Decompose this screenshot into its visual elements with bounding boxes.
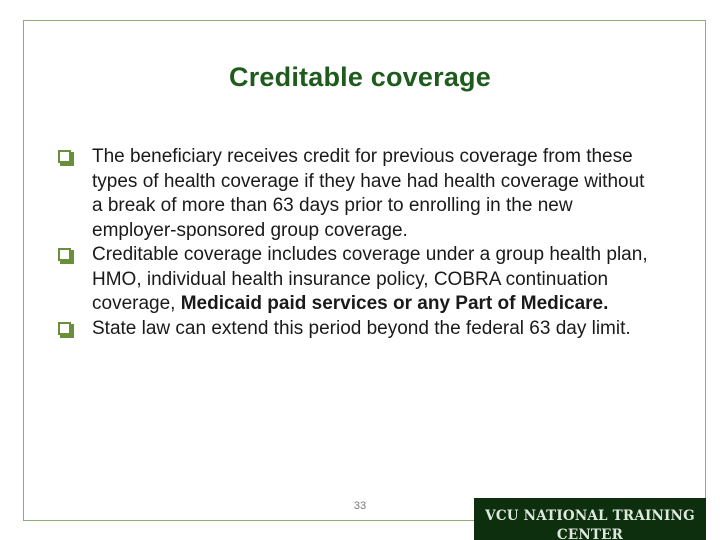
organization-badge-line2: CENTER bbox=[556, 527, 624, 540]
slide-title: Creditable coverage bbox=[229, 62, 491, 92]
organization-badge bbox=[474, 498, 706, 540]
page-number: 33 bbox=[353, 500, 367, 512]
bullet-text: Creditable coverage includes coverage under a group health plan, HMO, individual health insurance policy, COBRA continuation coverage, bbox=[92, 244, 648, 314]
organization-badge-line1: VCU NATIONAL TRAINING bbox=[485, 508, 695, 524]
checkbox-bullet-icon bbox=[58, 150, 71, 163]
checkbox-bullet-icon bbox=[58, 322, 71, 335]
organization-badge-text bbox=[474, 507, 706, 540]
bullet-text: The beneficiary receives credit for previous coverage from these types of health coverage if they have had health coverage without a break of more than 63 days prior to enrolling in the new employer-sponsored group coverage. bbox=[92, 146, 645, 241]
bullet-item bbox=[58, 145, 658, 243]
bullet-text: State law can extend this period beyond the federal 63 day limit. bbox=[92, 317, 631, 339]
bullet-list bbox=[58, 145, 658, 341]
bullet-item bbox=[58, 317, 658, 342]
checkbox-bullet-icon bbox=[58, 248, 71, 261]
bullet-item bbox=[58, 243, 658, 317]
bullet-emphasis-text: Medicaid paid services or any Part of Medicare. bbox=[180, 293, 609, 314]
